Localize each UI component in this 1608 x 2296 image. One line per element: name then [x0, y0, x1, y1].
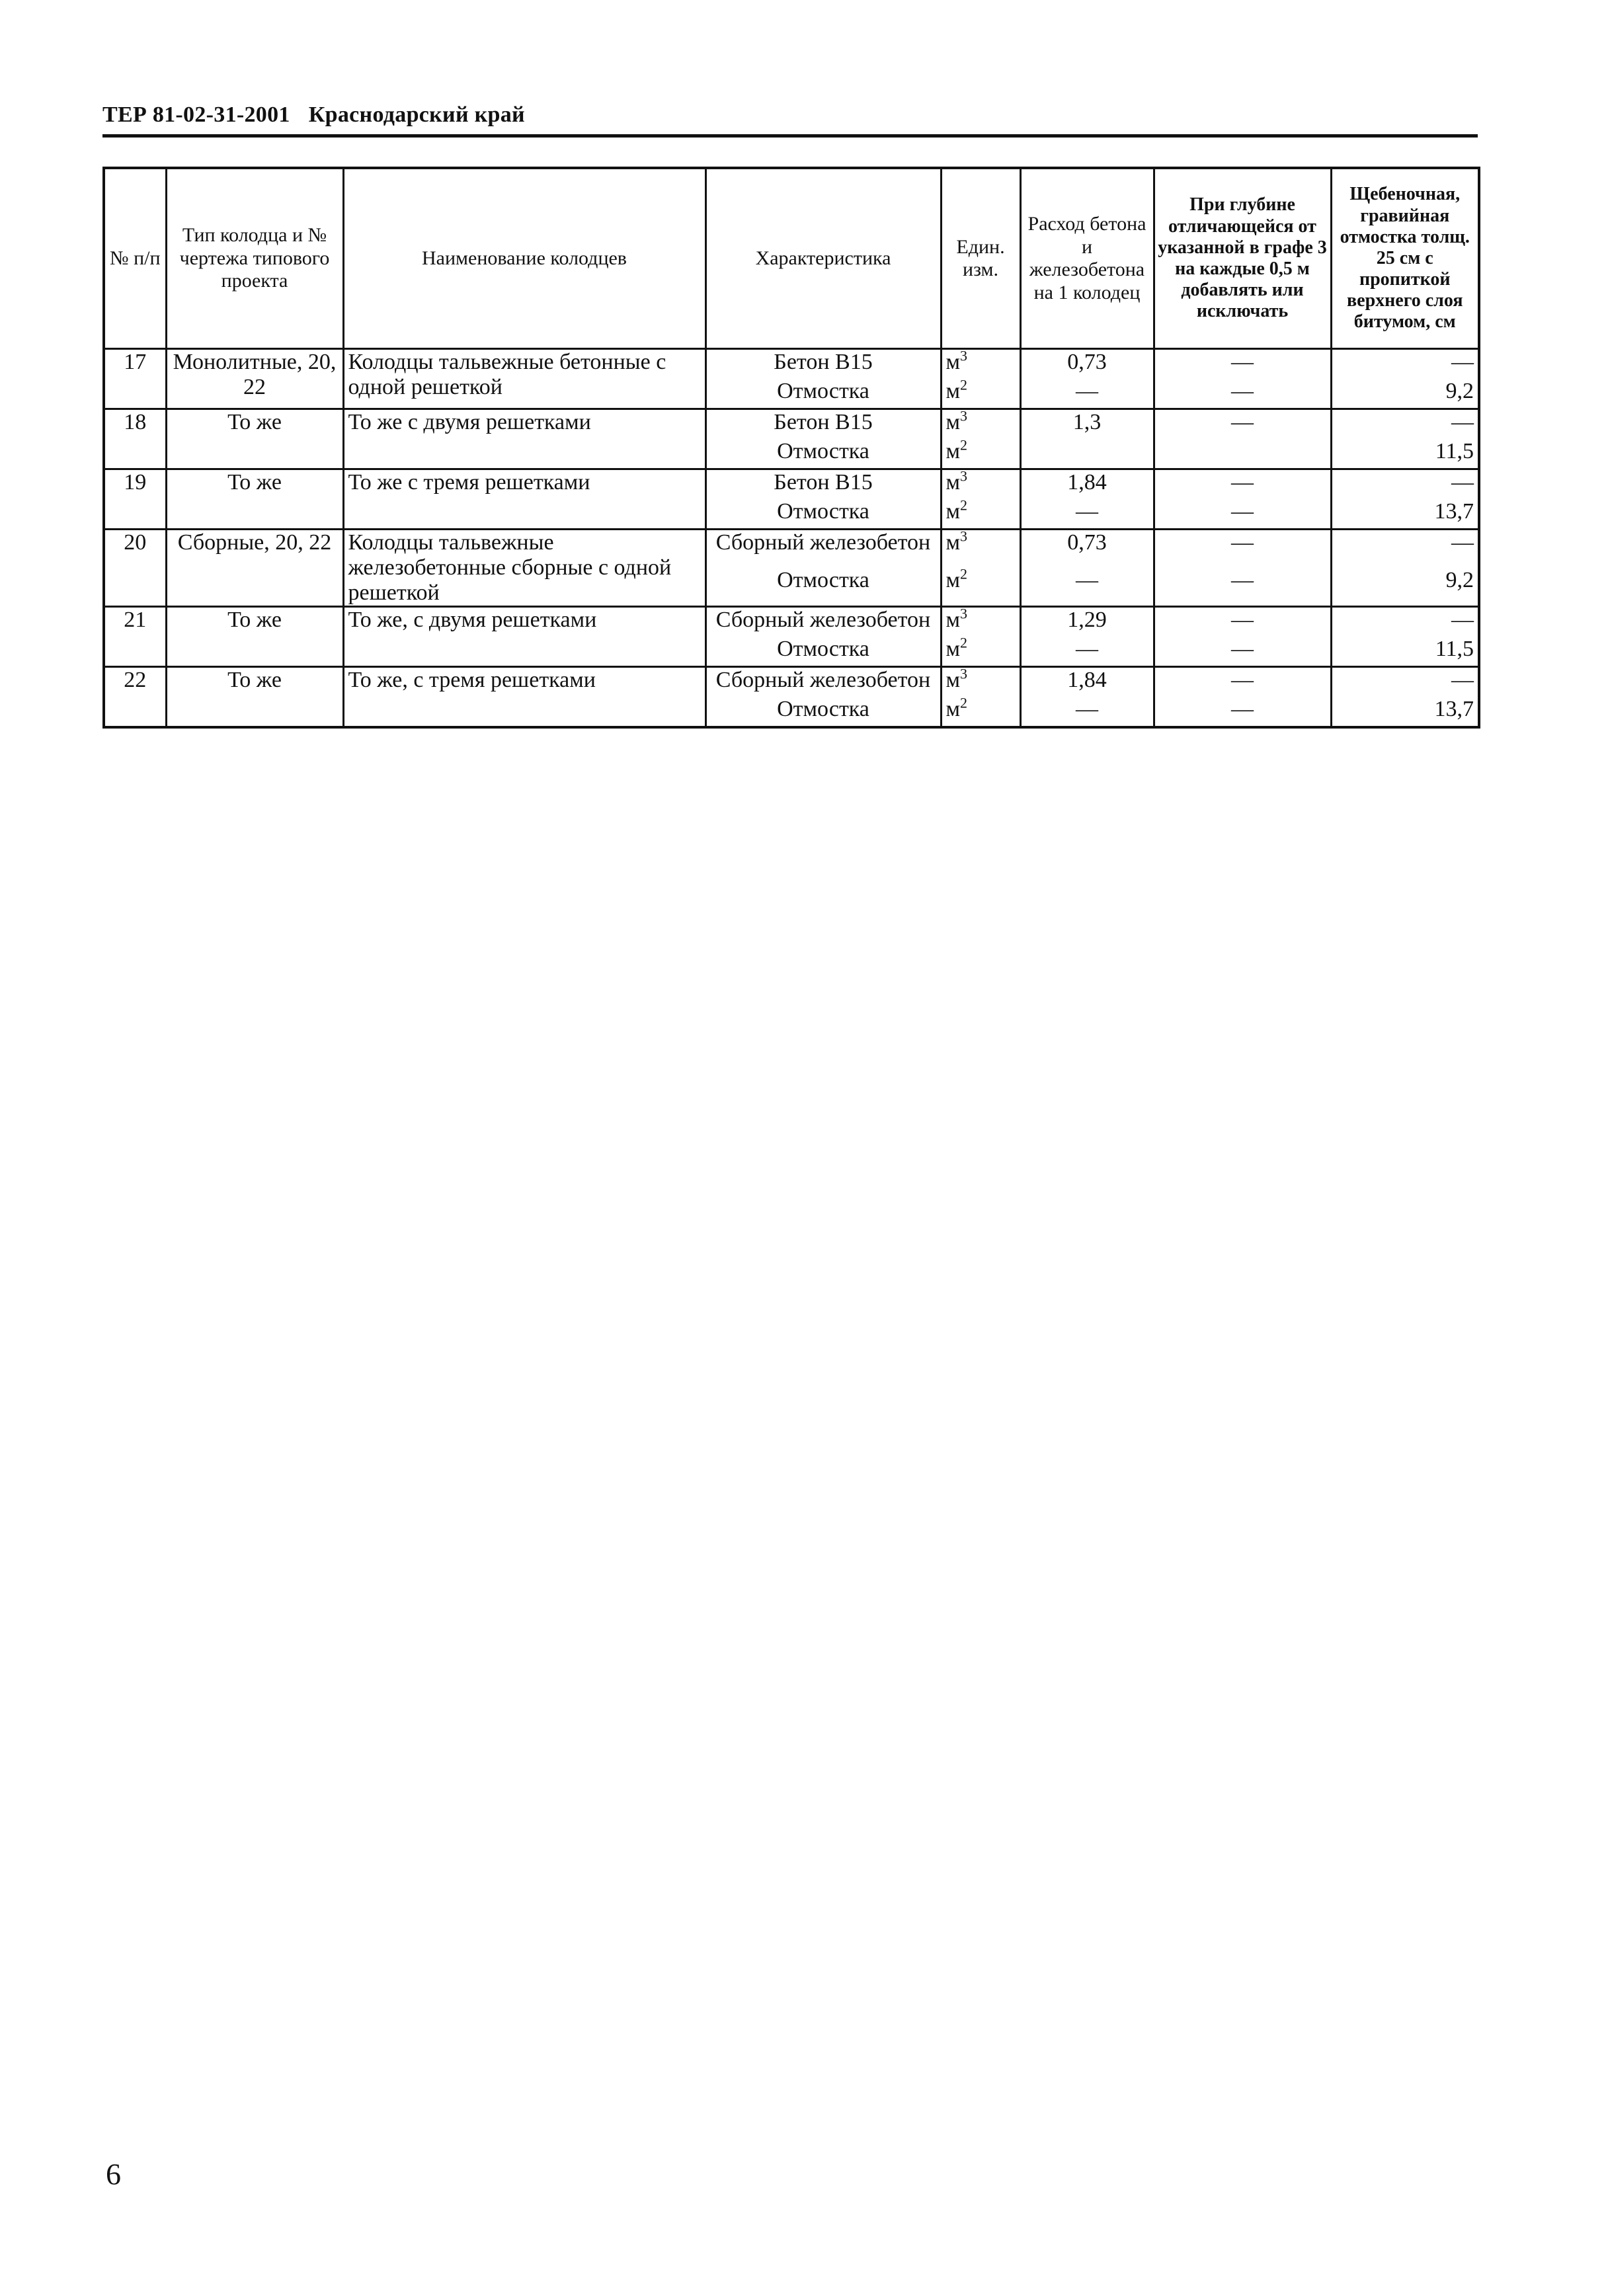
col-header-depth: При глубине отличающейся от указанной в графе 3 на каждые 0,5 м добавлять или исключать — [1154, 168, 1331, 349]
cell-unit: $м^2$ — [941, 379, 1020, 409]
cell-name: Колодцы тальвежные бетонные с одной решеткой — [343, 349, 705, 409]
cell-consumption: 1,84 — [1020, 469, 1154, 500]
cell-depth: — — [1154, 637, 1331, 667]
cell-depth: — — [1154, 607, 1331, 637]
cell-unit: $м^2$ — [941, 499, 1020, 530]
cell-unit: $м^3$ — [941, 409, 1020, 440]
cell-unit: $м^3$ — [941, 469, 1020, 500]
table-row — [104, 469, 1479, 500]
col-header-unit: Един. изм. — [941, 168, 1020, 349]
col-header-gravel: Щебеночная, гравийная отмостка толщ. 25 см с пропиткой верхнего слоя битумом, см — [1331, 168, 1479, 349]
cell-characteristic: Сборный железобетон — [705, 530, 941, 569]
cell-unit: $м^3$ — [941, 667, 1020, 697]
cell-gravel: — — [1331, 349, 1479, 379]
cell-num: 22 — [104, 667, 166, 728]
cell-type: То же — [166, 667, 343, 728]
cell-num: 21 — [104, 607, 166, 667]
table-row — [104, 530, 1479, 569]
cell-num: 20 — [104, 530, 166, 607]
cell-depth: — — [1154, 409, 1331, 440]
cell-unit: $м^3$ — [941, 530, 1020, 569]
cell-depth: — — [1154, 697, 1331, 727]
table-row — [104, 607, 1479, 637]
cell-gravel: 13,7 — [1331, 697, 1479, 727]
cell-gravel: — — [1331, 469, 1479, 500]
cell-characteristic: Бетон В15 — [705, 469, 941, 500]
cell-characteristic: Отмостка — [705, 637, 941, 667]
cell-name: То же с тремя решетками — [343, 469, 705, 530]
col-header-num: № п/п — [104, 168, 166, 349]
cell-depth: — — [1154, 469, 1331, 500]
cell-consumption: — — [1020, 499, 1154, 530]
col-header-consumption: Расход бетона и железобетона на 1 колодец — [1020, 168, 1154, 349]
cell-type: Монолитные, 20, 22 — [166, 349, 343, 409]
cell-depth: — — [1154, 667, 1331, 697]
cell-num: 18 — [104, 409, 166, 469]
table-row — [104, 667, 1479, 697]
col-header-characteristic: Характеристика — [705, 168, 941, 349]
cell-characteristic: Сборный железобетон — [705, 667, 941, 697]
cell-name: То же, с двумя решетками — [343, 607, 705, 667]
cell-type: То же — [166, 469, 343, 530]
cell-type: То же — [166, 607, 343, 667]
cell-type: То же — [166, 409, 343, 469]
cell-name: Колодцы тальвежные железобетонные сборные с одной решеткой — [343, 530, 705, 607]
cell-depth — [1154, 439, 1331, 469]
cell-gravel: 13,7 — [1331, 499, 1479, 530]
cell-unit: $м^3$ — [941, 607, 1020, 637]
cell-consumption: 1,29 — [1020, 607, 1154, 637]
document-code: ТЕР 81-02-31-2001 — [102, 102, 290, 127]
cell-type: Сборные, 20, 22 — [166, 530, 343, 607]
cell-gravel: — — [1331, 667, 1479, 697]
cell-gravel: — — [1331, 409, 1479, 440]
cell-gravel: 11,5 — [1331, 439, 1479, 469]
cell-depth: — — [1154, 568, 1331, 607]
cell-characteristic: Бетон В15 — [705, 409, 941, 440]
cell-consumption: — — [1020, 697, 1154, 727]
region-title: Краснодарский край — [308, 102, 525, 127]
cell-gravel: — — [1331, 530, 1479, 569]
cell-consumption: 0,73 — [1020, 530, 1154, 569]
cell-consumption: — — [1020, 568, 1154, 607]
cell-consumption: 1,84 — [1020, 667, 1154, 697]
table-row — [104, 349, 1479, 379]
cell-unit: $м^2$ — [941, 568, 1020, 607]
cell-consumption — [1020, 439, 1154, 469]
cell-gravel: — — [1331, 607, 1479, 637]
cell-name: То же с двумя решетками — [343, 409, 705, 469]
page-number: 6 — [106, 2157, 121, 2191]
cell-num: 17 — [104, 349, 166, 409]
table-row — [104, 409, 1479, 440]
cell-gravel: 9,2 — [1331, 568, 1479, 607]
cell-unit: $м^3$ — [941, 349, 1020, 379]
col-header-type: Тип колодца и № чертежа типового проекта — [166, 168, 343, 349]
cell-depth: — — [1154, 530, 1331, 569]
cell-depth: — — [1154, 349, 1331, 379]
cell-characteristic: Отмостка — [705, 379, 941, 409]
cell-consumption: — — [1020, 379, 1154, 409]
cell-depth: — — [1154, 499, 1331, 530]
cell-characteristic: Отмостка — [705, 568, 941, 607]
header-rule — [102, 134, 1478, 138]
cell-num: 19 — [104, 469, 166, 530]
cell-gravel: 11,5 — [1331, 637, 1479, 667]
cell-depth: — — [1154, 379, 1331, 409]
cell-unit: $м^2$ — [941, 697, 1020, 727]
cell-unit: $м^2$ — [941, 439, 1020, 469]
table-body — [104, 349, 1479, 728]
cell-name: То же, с тремя решетками — [343, 667, 705, 728]
cell-characteristic: Отмостка — [705, 499, 941, 530]
cell-unit: $м^2$ — [941, 637, 1020, 667]
cell-gravel: 9,2 — [1331, 379, 1479, 409]
cell-characteristic: Отмостка — [705, 439, 941, 469]
cell-characteristic: Бетон В15 — [705, 349, 941, 379]
col-header-name: Наименование колодцев — [343, 168, 705, 349]
table-header — [104, 168, 1479, 349]
cell-consumption: 1,3 — [1020, 409, 1154, 440]
cell-characteristic: Отмостка — [705, 697, 941, 727]
cell-characteristic: Сборный железобетон — [705, 607, 941, 637]
page-header — [102, 102, 1478, 128]
specification-table — [102, 167, 1480, 729]
cell-consumption: 0,73 — [1020, 349, 1154, 379]
cell-consumption: — — [1020, 637, 1154, 667]
